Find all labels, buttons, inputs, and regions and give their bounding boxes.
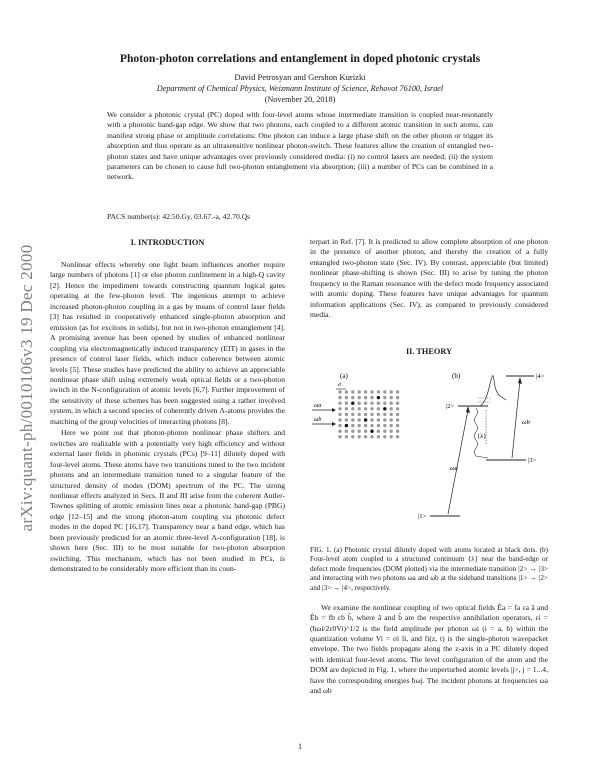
lattice-dot: [345, 412, 348, 415]
dopant-atom-dot: [370, 429, 373, 432]
abstract: We consider a photonic crystal (PC) doped with four-level atoms whose intermediate transition is coupled near-resonantly with a photonic band-gap edge. We show that two photons, each coupled to a different atomic transition in such atoms, can manifest strong phase or amplitude correlations: One photon can induce a large phase shift on the other photon or trigger its absorption and thus operate as an ultrasensitive nonlinear photon-switch. These features allow the creation of entangled two-photon states and have unique advantages over previously considered media: (i) no control lasers are needed; (ii) the system parameters can be chosen to cause full two-photon entanglement via absorption; (iii) a number of PCs can be combined in a network.: [107, 110, 493, 182]
lattice-dot: [338, 424, 341, 427]
lattice-dot: [383, 435, 386, 438]
lattice-dot: [370, 407, 373, 410]
lattice-dot: [370, 412, 373, 415]
lattice-dot: [351, 407, 354, 410]
lattice-dot: [351, 424, 354, 427]
lattice-dot: [370, 418, 373, 421]
right-text-1: [310, 237, 548, 321]
level-2-label: |2>: [446, 402, 455, 410]
affiliation: Department of Chemical Physics, Weizmann Institute of Science, Rehovot 76100, Israel: [156, 84, 444, 93]
lattice-dot: [351, 396, 354, 399]
lattice-dot: [364, 424, 367, 427]
lattice-dot: [364, 435, 367, 438]
lattice-dot: [364, 390, 367, 393]
lattice-dot: [396, 407, 399, 410]
section-heading-theory: II. THEORY: [405, 346, 453, 356]
intro-paragraph-2: Here we point out that photon-photon nonlinear phase shifters and switches are realizable with a potentially very high efficiency and without external laser fields in photonic crystals (PCs) [9–11] dilutely doped with four-level atoms. These atoms have two transitions tuned to the two incident photons and an intermediate transition tuned to a singular feature of the structured density of modes (DOM) spectrum of the PC. The strong nonlinear effects analyzed in Secs. II and III arise from the coherent Autler-Townes splitting of atomic emission lines near a photonic band-gap (PBG) edge [12–15] and the strong photon-atom coupling via photonic defect modes in the doped PC [16,17]. Transparency near a band edge, which has been previously predicted for an atomic three-level Λ-configuration [18], is shown here (Sec. III) to be most suitable for two-photon absorption switching. This mechanism, which has not been studied in PCs, is demonstrated to be considerably more efficient than its coun-: [50, 428, 285, 574]
dopant-atom-dot: [351, 401, 354, 404]
lattice-dot: [358, 412, 361, 415]
transition-omega-b: [512, 380, 520, 458]
lattice-dot: [377, 390, 380, 393]
fig-label-omega-a-left: ωa: [314, 402, 322, 409]
lattice-dot: [390, 396, 393, 399]
lattice-dot: [345, 390, 348, 393]
lattice-dot: [358, 424, 361, 427]
lattice-dot: [390, 412, 393, 415]
lattice-dot: [396, 429, 399, 432]
lattice-dot: [383, 396, 386, 399]
lattice-dot: [377, 407, 380, 410]
transition-omega-a: [448, 410, 468, 514]
dopant-atom-dot: [383, 407, 386, 410]
arxiv-stamp: [14, 188, 40, 588]
lattice-dot: [383, 424, 386, 427]
lattice-dot: [377, 412, 380, 415]
lattice-dot: [358, 407, 361, 410]
lattice-dot: [390, 401, 393, 404]
lattice-dot: [364, 396, 367, 399]
lattice-dot: [351, 429, 354, 432]
lattice-dot: [383, 429, 386, 432]
theory-paragraph-1: We examine the nonlinear coupling of two optical fields Êa = fa εa â and Êb = fb εb b̂, where â and b̂ are the respective annihilation operators, εi = (ħωi/2ε0Vi)^1/2 is the field amplitude per photon ωi (i = a, b) within the quantization volume Vi = σi li, and fi(z, t) is the single-photon wavepacket envelope. The two fields propagate along the z-axis in a PC dilutely doped with identical four-level atoms. The level configuration of the atom and the DOM are depicted in Fig. 1, where the unperturbed atomic levels |j>, j = 1...4, have the corresponding energies ħωj. The incident photons at frequencies ωa and ωb: [310, 602, 548, 696]
lattice-dot: [383, 401, 386, 404]
dopant-atom-dot: [377, 396, 380, 399]
lattice-dot: [345, 396, 348, 399]
paper-title: Photon-photon correlations and entanglement in doped photonic crystals: [119, 52, 481, 65]
fig-label-d: d: [338, 381, 341, 388]
lattice-dot: [370, 424, 373, 427]
lattice-dot: [390, 435, 393, 438]
lattice-dot: [358, 418, 361, 421]
dopant-atom-dot: [345, 424, 348, 427]
fig-label-b: (b): [452, 371, 461, 380]
page-number: 1: [298, 742, 302, 751]
lattice-dot: [345, 407, 348, 410]
lattice-dot: [396, 401, 399, 404]
dopant-atom-dot: [364, 418, 367, 421]
lattice-dot: [364, 401, 367, 404]
lattice-dot: [377, 435, 380, 438]
level-4-label: |4>: [536, 372, 545, 380]
lattice-dot: [358, 390, 361, 393]
lattice-dot: [390, 429, 393, 432]
lattice-dot: [364, 429, 367, 432]
lattice-dot: [338, 401, 341, 404]
lattice-dot: [358, 401, 361, 404]
lattice-dot: [351, 435, 354, 438]
lattice-dot: [338, 412, 341, 415]
figure-caption: FIG. 1. (a) Photonic crystal dilutely doped with atoms located at black dots. (b) Four-level atom coupled to a structured continuum {λ} near the band-edge or defect mode frequencies (DOM plotted) via the intermediate transition |2> → |3> and interacting with two photons ωa and ωb at the sideband transitions |1> → |2> and |3> → |4>, respectively.: [310, 545, 548, 592]
lattice-dot: [338, 390, 341, 393]
lattice-dot: [390, 407, 393, 410]
section-heading-introduction: I. INTRODUCTION: [130, 238, 205, 247]
right-text-2: [310, 603, 548, 697]
lattice-dot: [390, 418, 393, 421]
lattice-dot: [338, 429, 341, 432]
lattice-dot: [338, 435, 341, 438]
lattice-dot: [383, 390, 386, 393]
lattice-dot: [345, 401, 348, 404]
lattice-dot: [383, 418, 386, 421]
lattice-dot: [390, 390, 393, 393]
right-column: [310, 237, 548, 697]
lattice-dot: [345, 429, 348, 432]
lattice-dot: [351, 390, 354, 393]
level-3-label: |3>: [528, 456, 537, 464]
lattice-dot: [377, 418, 380, 421]
dom-curve: [480, 375, 506, 405]
lattice-dot: [358, 396, 361, 399]
continuum-label: {λ}: [477, 432, 487, 440]
lattice-dot: [377, 424, 380, 427]
fig-label-omega-a: ωa: [450, 464, 458, 472]
lattice-dot: [370, 396, 373, 399]
pacs-numbers: PACS number(s): 42.50.Gy, 03.67.-a, 42.70.Qs: [107, 212, 251, 221]
intro-paragraph-3: terpart in Ref. [7]. It is predicted to allow complete absorption of one photon in the presence of another photon, and thereby the creation of a fully entangled two-photon state (Sec. IV). By contrast, appreciable (but limited) nonlinear phase-shifting is shown (Sec. III) to arise by tuning the photon frequency to the Raman resonance with the defect mode frequency associated with atomic doping. These features have unique advantages for quantum information applications (Sec. IV), as compared to previously considered media.: [310, 237, 548, 320]
lattice-dot: [396, 412, 399, 415]
intro-paragraph-1: Nonlinear effects whereby one light beam influences another require large numbers of photons [1] or else photon confinement in a high-Q cavity [2]. Hence the impediment towards constructing quantum logical gates operating at the few-photon level. The ingenious attempt to achieve increased photon-photon coupling in a gas by means of control laser fields [3] has resulted in cooperatively enhanced single-photon absorption and emission (as for excitons in solids), but not in two-photon entanglement [4]. A promising avenue has been opened by studies of enhanced nonlinear coupling via electromagnetically induced transparency (EIT) in gases in the presence of control laser fields, which induce coherence between atomic levels [5]. These studies have predicted the ability to achieve an appreciable nonlinear phase shift using extremely weak optical fields or a two-photon switch in the N-configuration of atomic levels [6,7]. Further improvement of the sensitivity of these schemes has been suggested using a rather involved system, in which a second species of coherently driven Λ-atoms provides the matching of the group velocities of interacting photons [8].: [50, 260, 285, 426]
lattice-dot: [338, 418, 341, 421]
lattice-dot: [370, 401, 373, 404]
fig-label-a: (a): [340, 371, 348, 380]
lattice-dot: [377, 429, 380, 432]
level-1-label: |1>: [418, 512, 427, 520]
lattice-dot: [390, 424, 393, 427]
fig-label-omega-b-left: ωb: [314, 416, 322, 423]
lattice-dot: [396, 435, 399, 438]
lattice-dot: [358, 435, 361, 438]
authors: David Petrosyan and Gershon Kurizki: [234, 72, 366, 82]
lattice-dot: [396, 424, 399, 427]
lattice-dot: [358, 429, 361, 432]
lattice-dot: [396, 418, 399, 421]
lattice-dot: [377, 401, 380, 404]
lattice-dot: [364, 407, 367, 410]
lattice-dot: [351, 418, 354, 421]
date: (November 20, 2018): [264, 95, 336, 104]
left-column: [50, 238, 285, 575]
photonic-crystal-lattice: [338, 390, 399, 438]
lattice-dot: [338, 396, 341, 399]
lattice-dot: [351, 412, 354, 415]
figure-1: [310, 362, 548, 542]
introduction-text: [50, 260, 285, 575]
lattice-dot: [370, 390, 373, 393]
fig-label-omega-b: ωb: [522, 418, 530, 426]
lattice-dot: [396, 396, 399, 399]
lattice-dot: [396, 390, 399, 393]
lattice-dot: [338, 407, 341, 410]
lattice-dot: [383, 412, 386, 415]
arxiv-id: arXiv:quant-ph/0010106v3 19 Dec 2000: [17, 244, 36, 532]
lattice-dot: [345, 418, 348, 421]
lattice-dot: [370, 435, 373, 438]
lattice-dot: [364, 412, 367, 415]
lattice-dot: [345, 435, 348, 438]
